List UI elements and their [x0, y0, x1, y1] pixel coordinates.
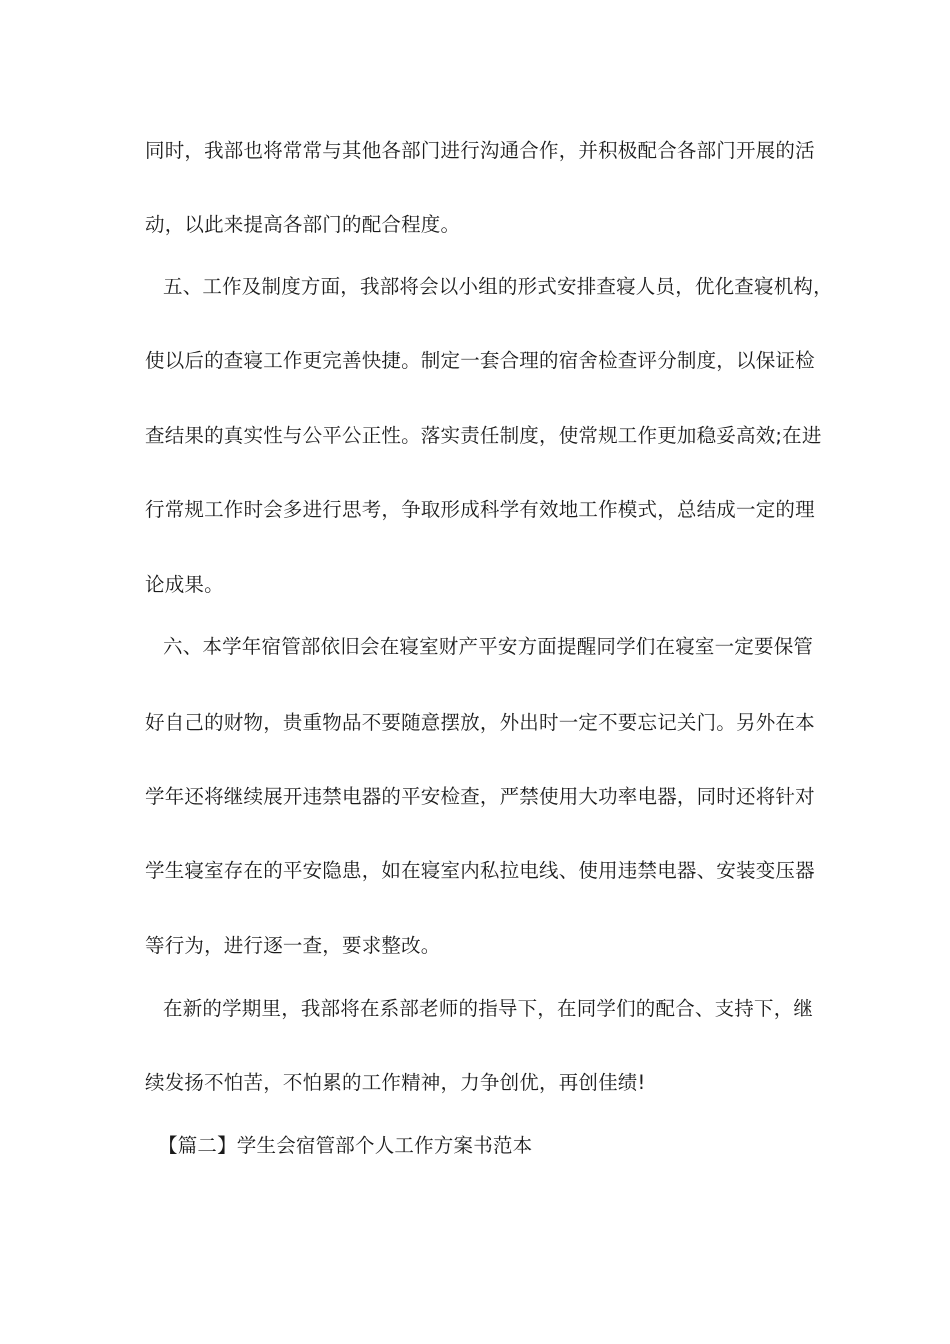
- paragraph-line: 论成果。: [145, 573, 224, 596]
- paragraph-line: 同时，我部也将常常与其他各部门进行沟通合作，并积极配合各部门开展的活: [145, 139, 815, 162]
- paragraph-line: 续发扬不怕苦，不怕累的工作精神，力争创优，再创佳绩!: [145, 1071, 646, 1094]
- paragraph-line: 学生寝室存在的平安隐患，如在寝室内私拉电线、使用违禁电器、安装变压器: [145, 859, 815, 882]
- paragraph-line: 动，以此来提高各部门的配合程度。: [145, 213, 461, 236]
- paragraph-line: 查结果的真实性与公平公正性。落实责任制度，使常规工作更加稳妥高效;在进: [145, 424, 822, 447]
- paragraph-line: 等行为，进行逐一查，要求整改。: [145, 934, 441, 957]
- paragraph-line: 在新的学期里，我部将在系部老师的指导下，在同学们的配合、支持下，继: [163, 997, 814, 1020]
- paragraph-line: 五、工作及制度方面，我部将会以小组的形式安排查寝人员，优化查寝机构，: [163, 275, 833, 298]
- paragraph-line: 好自己的财物，贵重物品不要随意摆放，外出时一定不要忘记关门。另外在本: [145, 711, 815, 734]
- paragraph-line: 行常规工作时会多进行思考，争取形成科学有效地工作模式，总结成一定的理: [145, 498, 815, 521]
- paragraph-line: 六、本学年宿管部依旧会在寝室财产平安方面提醒同学们在寝室一定要保管: [163, 635, 814, 658]
- section-heading: 【篇二】学生会宿管部个人工作方案书范本: [158, 1134, 533, 1157]
- paragraph-line: 使以后的查寝工作更完善快捷。制定一套合理的宿舍检查评分制度，以保证检: [145, 349, 815, 372]
- paragraph-line: 学年还将继续展开违禁电器的平安检查，严禁使用大功率电器，同时还将针对: [145, 785, 815, 808]
